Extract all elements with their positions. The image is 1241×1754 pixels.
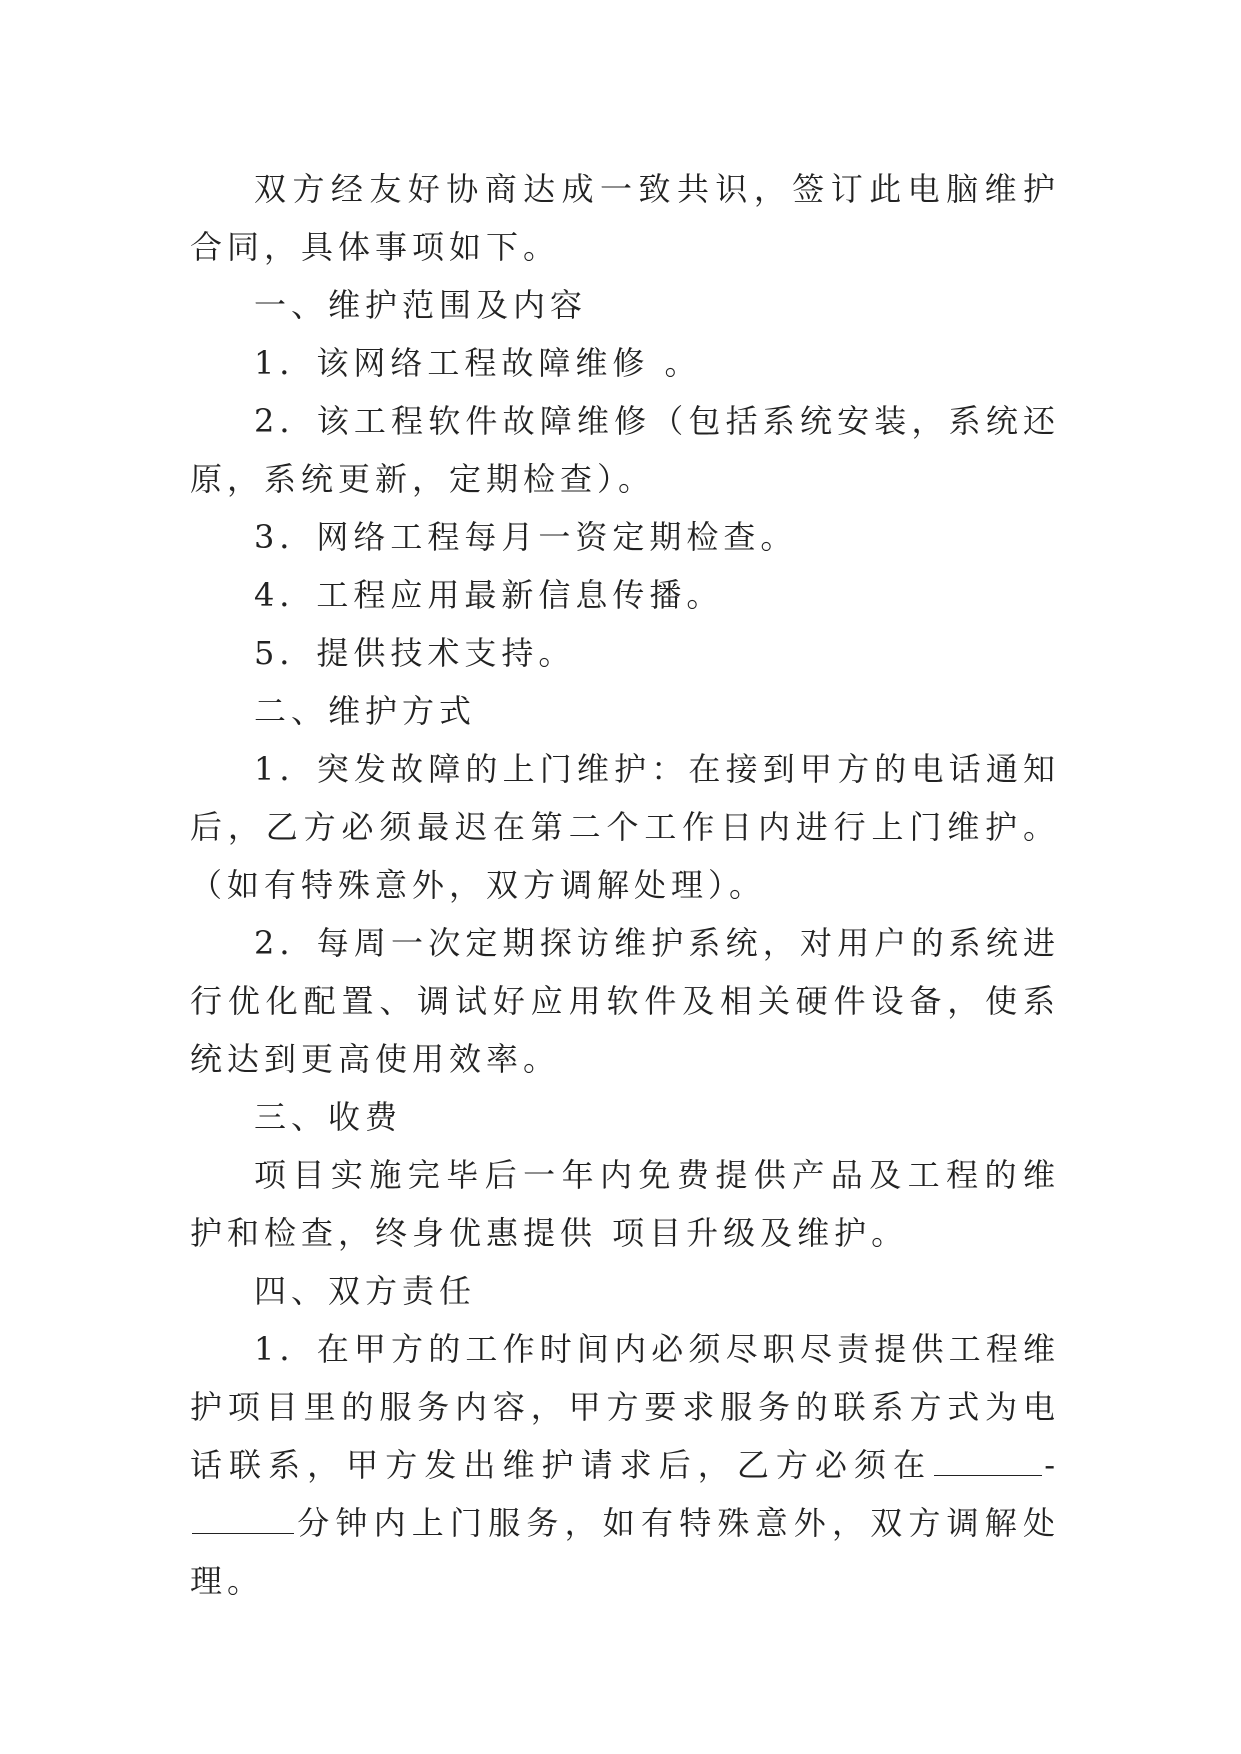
intro-paragraph: 双方经友好协商达成一致共识，签订此电脑维护合同，具体事项如下。	[190, 170, 1060, 266]
document-body	[190, 160, 1060, 1610]
responsibility-text-end: 分钟内上门服务，如有特殊意外，双方调解处理。	[190, 1504, 1060, 1600]
scope-item-2: 2．该工程软件故障维修（包括系统安装，系统还原，系统更新，定期检查）。	[190, 402, 1060, 498]
responsibility-item-1	[190, 1320, 1060, 1610]
scope-item-1: 1．该网络工程故障维修 。	[254, 344, 702, 382]
section-heading-scope: 一、维护范围及内容	[254, 286, 588, 324]
scope-item-4: 4．工程应用最新信息传播。	[254, 576, 724, 614]
range-dash: -	[1044, 1446, 1060, 1484]
scope-item-5: 5．提供技术支持。	[254, 634, 576, 672]
method-item-2: 2．每周一次定期探访维护系统，对用户的系统进行优化配置、调试好应用软件及相关硬件设备，使系统达到更高使用效率。	[190, 924, 1060, 1078]
blank-fill-line-min	[934, 1445, 1042, 1476]
fees-paragraph: 项目实施完毕后一年内免费提供产品及工程的维护和检查，终身优惠提供 项目升级及维护。	[190, 1156, 1060, 1252]
responsibility-text-start: 1．在甲方的工作时间内必须尽职尽责提供工程维护项目里的服务内容，甲方要求服务的联系方式为电话联系，甲方发出维护请求后，乙方必须在	[190, 1330, 1060, 1484]
section-heading-method: 二、维护方式	[254, 692, 477, 730]
method-item-1: 1．突发故障的上门维护：在接到甲方的电话通知后，乙方必须最迟在第二个工作日内进行上门维护。（如有特殊意外，双方调解处理）。	[190, 750, 1060, 904]
scope-item-3: 3．网络工程每月一资定期检查。	[254, 518, 798, 556]
section-heading-fees: 三、收费	[254, 1098, 403, 1136]
blank-fill-line-max	[192, 1503, 294, 1534]
section-heading-responsibilities: 四、双方责任	[254, 1272, 477, 1310]
